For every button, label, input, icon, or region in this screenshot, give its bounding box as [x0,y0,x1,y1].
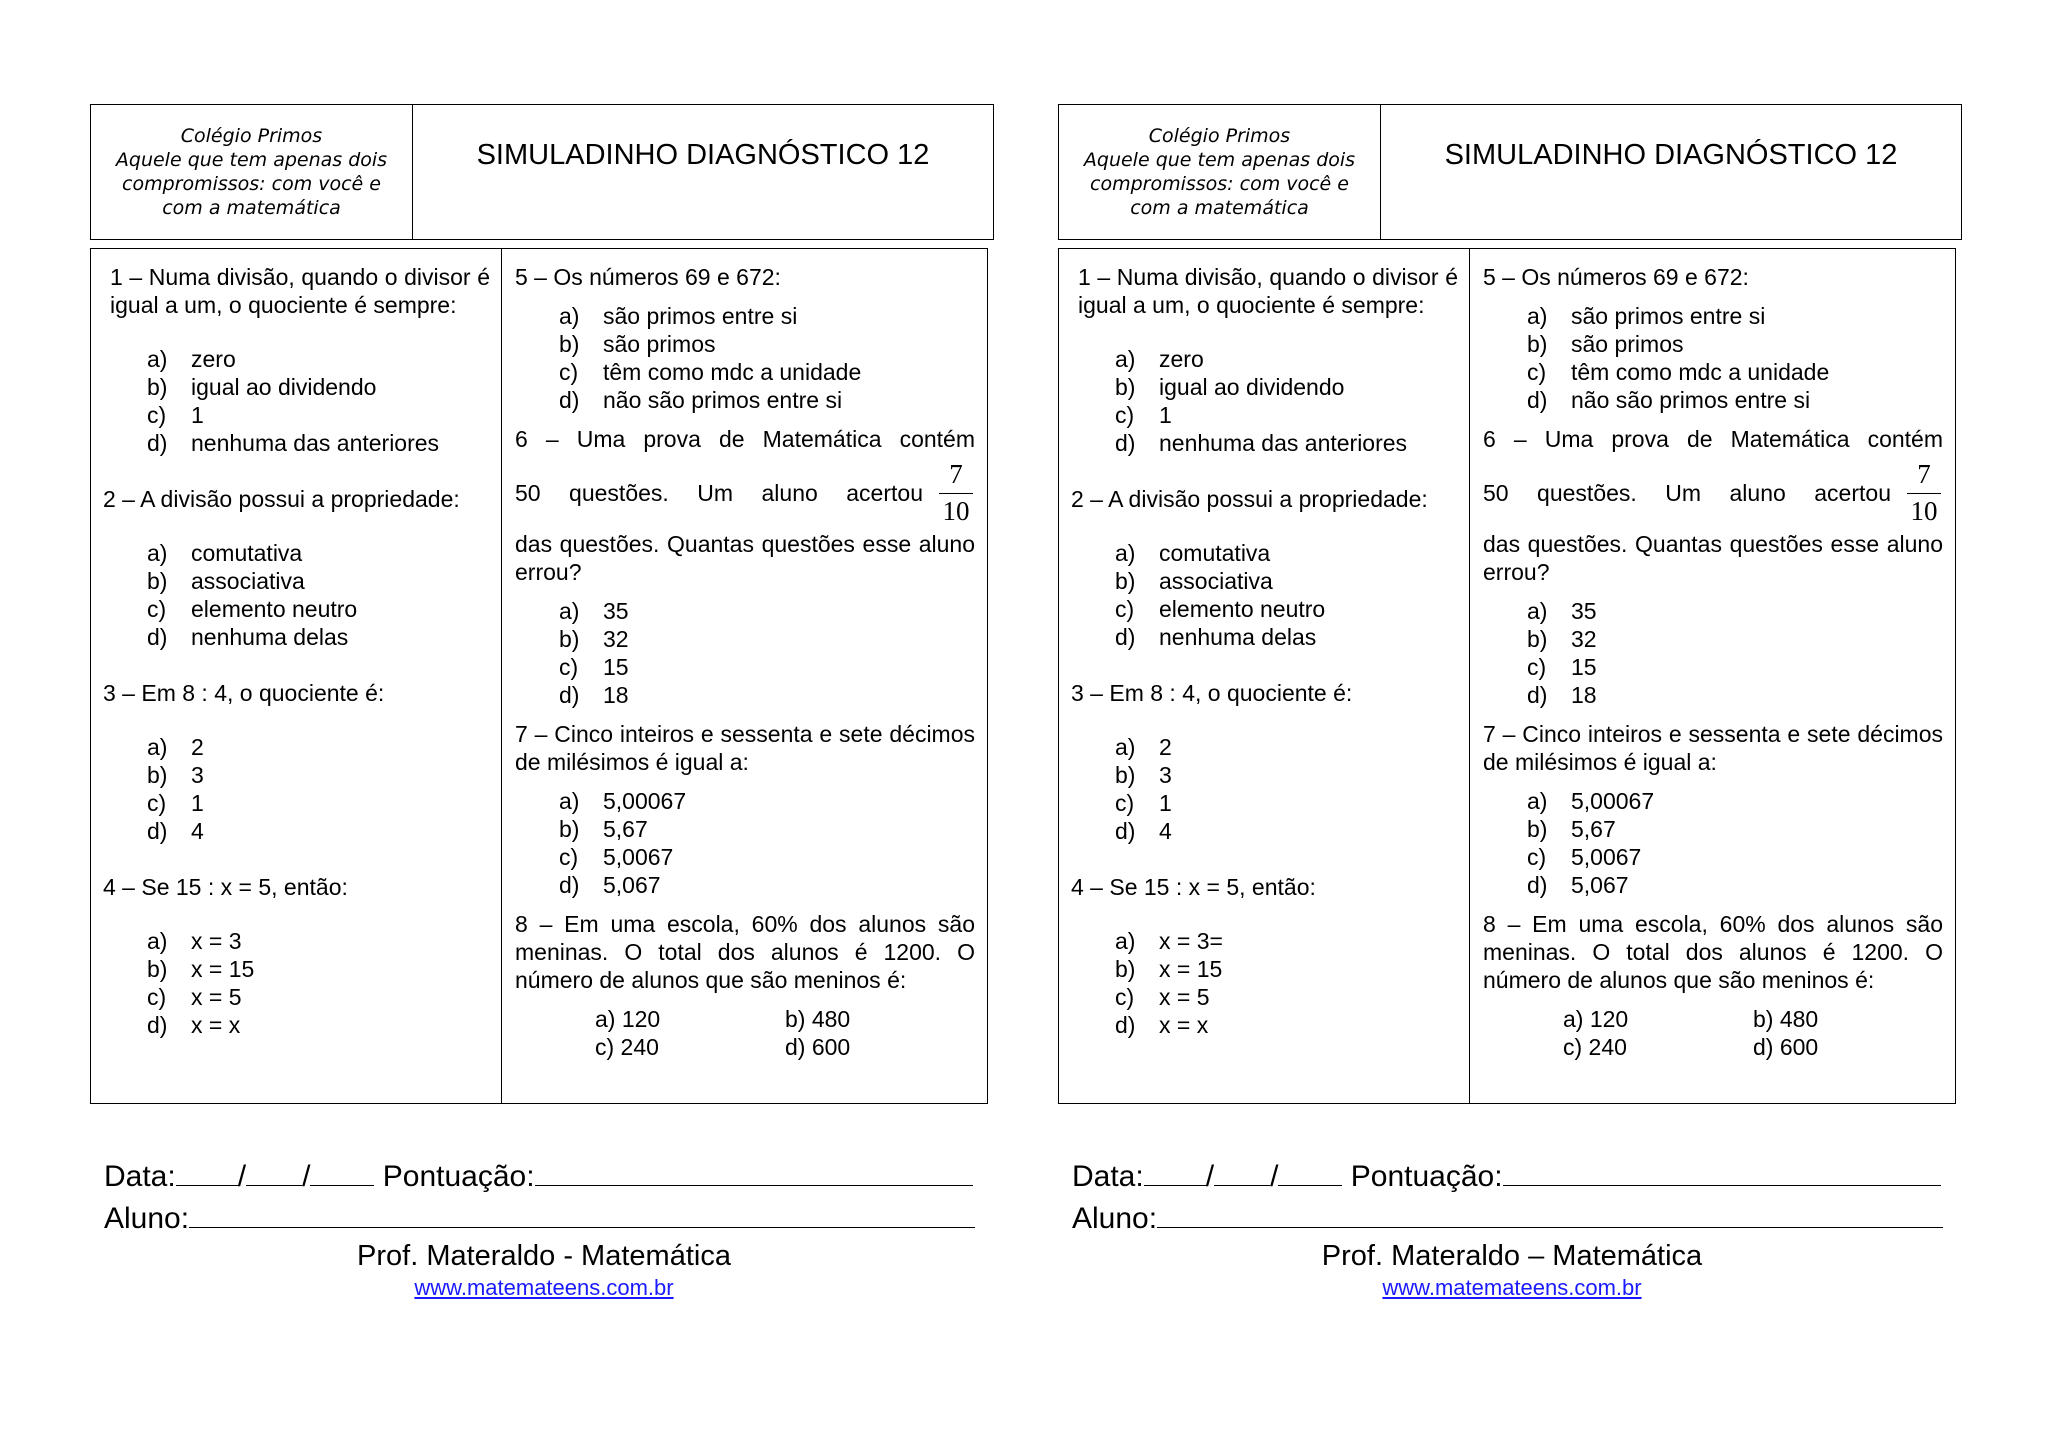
option-letter: a) [147,540,168,566]
option-item [559,302,975,330]
option-letter: c) [1115,790,1135,816]
student-label: Aluno: [104,1202,190,1235]
option-text: comutativa [1159,540,1271,566]
option-letter: d) [1115,1012,1136,1038]
options-q4 [1115,927,1458,1039]
option-item [559,625,975,653]
option-item [1115,345,1458,373]
question-6-line1: 6 – Uma prova de Matemática contém [1483,426,1943,452]
option-item [559,358,975,386]
website-link[interactable]: www.matemateens.com.br [414,1275,674,1300]
option-letter: a) [147,734,168,760]
teacher-credit: Prof. Materaldo - Matemática [357,1240,731,1272]
option-letter: c) [559,654,579,680]
option-letter: a) [147,346,168,372]
question-2: 2 – A divisão possui a propriedade: [103,486,460,512]
option-q8-a: a) 120 [1563,1006,1629,1032]
question-8: 8 – Em uma escola, 60% dos alunos são meninas. O total dos alunos é 1200. O número de alunos que são meninos é: [515,911,975,993]
school-motto: Aquele que tem apenas dois compromissos: com você e com a matemática [1083,149,1356,219]
option-text: 18 [603,682,629,708]
option-text: 32 [603,626,629,652]
option-text: 5,067 [603,872,661,898]
option-text: 18 [1571,682,1597,708]
option-text: 5,67 [1571,816,1616,842]
question-1: 1 – Numa divisão, quando o divisor é igual a um, o quociente é sempre: [110,264,490,318]
student-name-blank[interactable] [189,1197,975,1228]
option-item [1115,373,1458,401]
option-text: 5,67 [603,816,648,842]
school-name: Colégio Primos [1148,125,1291,147]
option-letter: a) [1115,928,1136,954]
question-6-rest: das questões. Quantas questões esse aluno errou? [1483,531,1943,585]
option-text: 5,0067 [603,844,674,870]
option-q8-c: c) 240 [1563,1034,1627,1060]
exam-sheet-left [90,0,1090,1447]
exam-sheet-right [1058,0,2048,1447]
option-item [559,815,975,843]
option-item [559,787,975,815]
questions-column-left [1059,249,1470,1103]
option-letter: b) [1115,956,1136,982]
option-text: 2 [1159,734,1172,760]
option-letter: d) [1115,430,1136,456]
date-day-blank[interactable] [1144,1155,1206,1186]
option-item [559,681,975,709]
question-7: 7 – Cinco inteiros e sessenta e sete décimos de milésimos é igual a: [1483,721,1943,775]
option-item [147,983,490,1011]
fraction-denominator: 10 [1910,496,1938,526]
option-item [1527,653,1943,681]
option-item [147,761,490,789]
option-text: nenhuma das anteriores [191,430,440,456]
option-text: nenhuma delas [1159,624,1317,650]
option-item [559,871,975,899]
question-8: 8 – Em uma escola, 60% dos alunos são meninas. O total dos alunos é 1200. O número de alunos que são meninos é: [1483,911,1943,993]
date-slash-2: / [302,1160,311,1193]
option-text: 5,00067 [603,788,687,814]
option-letter: c) [559,844,579,870]
option-q8-a: a) 120 [595,1006,661,1032]
option-letter: a) [1527,788,1548,814]
option-letter: c) [147,596,167,622]
option-letter: b) [147,568,168,594]
question-3: 3 – Em 8 : 4, o quociente é: [103,680,385,706]
question-7: 7 – Cinco inteiros e sessenta e sete décimos de milésimos é igual a: [515,721,975,775]
option-text: têm como mdc a unidade [603,359,862,385]
option-item [1115,429,1458,457]
option-item [1115,623,1458,651]
option-letter: d) [559,387,580,413]
option-item [1527,787,1943,815]
option-letter: c) [1527,844,1547,870]
option-item [1527,625,1943,653]
option-item [147,927,490,955]
option-item [559,386,975,414]
score-blank[interactable] [535,1155,973,1186]
date-month-blank[interactable] [246,1155,302,1186]
options-q2 [147,539,490,651]
question-6-line1: 6 – Uma prova de Matemática contém [515,426,975,452]
option-text: 5,0067 [1571,844,1642,870]
questions-box [1058,248,1956,1104]
option-text: 4 [191,818,204,844]
option-item [147,345,490,373]
option-text: elemento neutro [1159,596,1326,622]
option-item [1115,1011,1458,1039]
date-score-row [1072,1155,1952,1197]
option-text: associativa [1159,568,1273,594]
options-q6 [559,597,975,709]
option-text: x = 15 [191,956,255,982]
option-text: x = x [191,1012,241,1038]
option-item [559,330,975,358]
option-text: elemento neutro [191,596,358,622]
option-letter: a) [1115,734,1136,760]
date-slash-2: / [1270,1160,1279,1193]
option-text: 2 [191,734,204,760]
option-item [1115,927,1458,955]
option-text: x = 5 [191,984,242,1010]
questions-column-right [1470,249,1955,1103]
question-5: 5 – Os números 69 e 672: [515,264,781,290]
options-q1 [1115,345,1458,457]
option-text: x = x [1159,1012,1209,1038]
exam-footer [104,1155,984,1301]
option-letter: a) [147,928,168,954]
option-letter: d) [147,1012,168,1038]
student-name-blank[interactable] [1157,1197,1943,1228]
option-letter: b) [559,331,580,357]
option-item [147,373,490,401]
option-letter: b) [147,762,168,788]
option-letter: a) [1527,303,1548,329]
date-score-row [104,1155,984,1197]
option-letter: a) [559,598,580,624]
option-letter: d) [1527,682,1548,708]
score-label: Pontuação: [1350,1160,1503,1193]
option-letter: a) [1115,540,1136,566]
option-letter: b) [1115,374,1136,400]
option-q8-d: d) 600 [1753,1034,1819,1060]
date-slash-1: / [237,1160,247,1193]
date-label: Data: [104,1160,176,1193]
question-6-line2: 50 questões. Um aluno acertou [1483,479,1891,506]
date-day-blank[interactable] [176,1155,238,1186]
question-4: 4 – Se 15 : x = 5, então: [103,874,348,900]
option-item [147,1011,490,1039]
option-letter: a) [1115,346,1136,372]
website-row [1072,1275,1952,1301]
exam-footer [1072,1155,1952,1301]
option-text: x = 15 [1159,956,1223,982]
option-text: 3 [1159,762,1172,788]
option-item [147,429,490,457]
options-q5 [1527,302,1943,414]
exam-title: SIMULADINHO DIAGNÓSTICO 12 [1444,139,1898,171]
student-row [104,1197,984,1239]
option-item [1527,843,1943,871]
option-text: 1 [1159,402,1172,428]
options-q7 [1527,787,1943,899]
student-row [1072,1197,1952,1239]
option-letter: d) [559,872,580,898]
option-q8-b: b) 480 [1753,1006,1819,1032]
option-item [147,623,490,651]
school-block [1059,105,1381,239]
option-text: 1 [1159,790,1172,816]
option-letter: c) [559,359,579,385]
option-text: 35 [1571,598,1597,624]
option-text: são primos [603,331,716,357]
school-block [91,105,413,239]
teacher-credit: Prof. Materaldo – Matemática [1321,1240,1703,1272]
option-text: não são primos entre si [603,387,843,413]
option-text: 35 [603,598,629,624]
date-label: Data: [1072,1160,1144,1193]
option-text: 32 [1571,626,1597,652]
option-letter: c) [1115,402,1135,428]
option-letter: b) [1527,331,1548,357]
option-item [147,733,490,761]
option-item [1115,595,1458,623]
option-text: igual ao dividendo [1159,374,1345,400]
option-item [1527,815,1943,843]
option-q8-c: c) 240 [595,1034,659,1060]
exam-header [1058,104,1962,240]
option-item [1115,539,1458,567]
score-blank[interactable] [1503,1155,1941,1186]
date-year-blank[interactable] [1278,1155,1342,1186]
option-item [559,597,975,625]
options-q5 [559,302,975,414]
option-text: nenhuma das anteriores [1159,430,1408,456]
date-year-blank[interactable] [310,1155,374,1186]
option-text: 15 [603,654,629,680]
option-text: 1 [191,402,204,428]
option-text: nenhuma delas [191,624,349,650]
fraction-7-10 [1905,459,1943,526]
option-text: zero [191,346,236,372]
option-q8-d: d) 600 [785,1034,851,1060]
fraction-numerator: 7 [939,459,973,494]
option-text: têm como mdc a unidade [1571,359,1830,385]
options-q3 [147,733,490,845]
option-text: x = 3 [191,928,242,954]
option-text: 4 [1159,818,1172,844]
question-1: 1 – Numa divisão, quando o divisor é igual a um, o quociente é sempre: [1078,264,1458,318]
option-letter: c) [147,790,167,816]
option-text: x = 5 [1159,984,1210,1010]
date-slash-1: / [1205,1160,1215,1193]
options-q4 [147,927,490,1039]
option-letter: b) [559,626,580,652]
exam-header [90,104,994,240]
option-item [147,817,490,845]
option-letter: b) [147,956,168,982]
questions-column-right [502,249,987,1103]
option-letter: d) [1115,624,1136,650]
options-q8 [595,1005,975,1061]
fraction-numerator: 7 [1907,459,1941,494]
option-text: 1 [191,790,204,816]
options-q1 [147,345,490,457]
option-letter: b) [1527,626,1548,652]
question-2: 2 – A divisão possui a propriedade: [1071,486,1428,512]
option-text: igual ao dividendo [191,374,377,400]
options-q3 [1115,733,1458,845]
option-item [147,539,490,567]
score-label: Pontuação: [382,1160,535,1193]
option-text: 5,00067 [1571,788,1655,814]
option-letter: b) [147,374,168,400]
question-6-rest: das questões. Quantas questões esse aluno errou? [515,531,975,585]
option-text: comutativa [191,540,303,566]
question-3: 3 – Em 8 : 4, o quociente é: [1071,680,1353,706]
option-letter: c) [1527,654,1547,680]
option-letter: d) [1115,818,1136,844]
option-item [147,567,490,595]
option-letter: b) [1115,568,1136,594]
option-letter: d) [147,624,168,650]
option-item [1527,302,1943,330]
option-text: zero [1159,346,1204,372]
option-text: são primos entre si [1571,303,1766,329]
question-6-fraction-line [515,459,975,526]
option-letter: a) [559,303,580,329]
option-text: 5,067 [1571,872,1629,898]
option-text: associativa [191,568,305,594]
option-item [1115,733,1458,761]
option-item [1115,567,1458,595]
option-q8-b: b) 480 [785,1006,851,1032]
option-item [147,955,490,983]
options-q7 [559,787,975,899]
option-item [147,401,490,429]
option-letter: a) [1527,598,1548,624]
option-letter: b) [1115,762,1136,788]
question-4: 4 – Se 15 : x = 5, então: [1071,874,1316,900]
option-text: não são primos entre si [1571,387,1811,413]
school-name: Colégio Primos [180,125,323,147]
option-letter: d) [1527,387,1548,413]
option-letter: c) [1527,359,1547,385]
option-letter: d) [147,430,168,456]
website-link[interactable]: www.matemateens.com.br [1382,1275,1642,1300]
option-letter: c) [147,402,167,428]
option-item [1527,681,1943,709]
option-letter: c) [147,984,167,1010]
option-text: x = 3= [1159,928,1223,954]
option-letter: b) [1527,816,1548,842]
option-item [1527,386,1943,414]
option-letter: d) [147,818,168,844]
option-item [1115,401,1458,429]
option-text: 15 [1571,654,1597,680]
option-text: 3 [191,762,204,788]
option-item [1115,817,1458,845]
option-item [559,653,975,681]
option-letter: c) [1115,984,1135,1010]
fraction-denominator: 10 [942,496,970,526]
option-item [1527,330,1943,358]
option-item [1527,871,1943,899]
option-item [559,843,975,871]
fraction-7-10 [937,459,975,526]
option-letter: a) [559,788,580,814]
option-item [147,595,490,623]
option-item [147,789,490,817]
options-q2 [1115,539,1458,651]
option-letter: d) [559,682,580,708]
question-5: 5 – Os números 69 e 672: [1483,264,1749,290]
options-q6 [1527,597,1943,709]
questions-box [90,248,988,1104]
option-text: são primos entre si [603,303,798,329]
option-item [1527,597,1943,625]
option-item [1115,761,1458,789]
exam-title: SIMULADINHO DIAGNÓSTICO 12 [476,139,930,171]
option-letter: c) [1115,596,1135,622]
option-item [1115,789,1458,817]
option-letter: b) [559,816,580,842]
student-label: Aluno: [1072,1202,1158,1235]
questions-column-left [91,249,502,1103]
option-item [1115,955,1458,983]
question-6-fraction-line [1483,459,1943,526]
option-item [1115,983,1458,1011]
option-text: são primos [1571,331,1684,357]
date-month-blank[interactable] [1214,1155,1270,1186]
option-letter: d) [1527,872,1548,898]
website-row [104,1275,984,1301]
option-item [1527,358,1943,386]
question-6-line2: 50 questões. Um aluno acertou [515,479,923,506]
school-motto: Aquele que tem apenas dois compromissos: com você e com a matemática [115,149,388,219]
options-q8 [1563,1005,1943,1061]
